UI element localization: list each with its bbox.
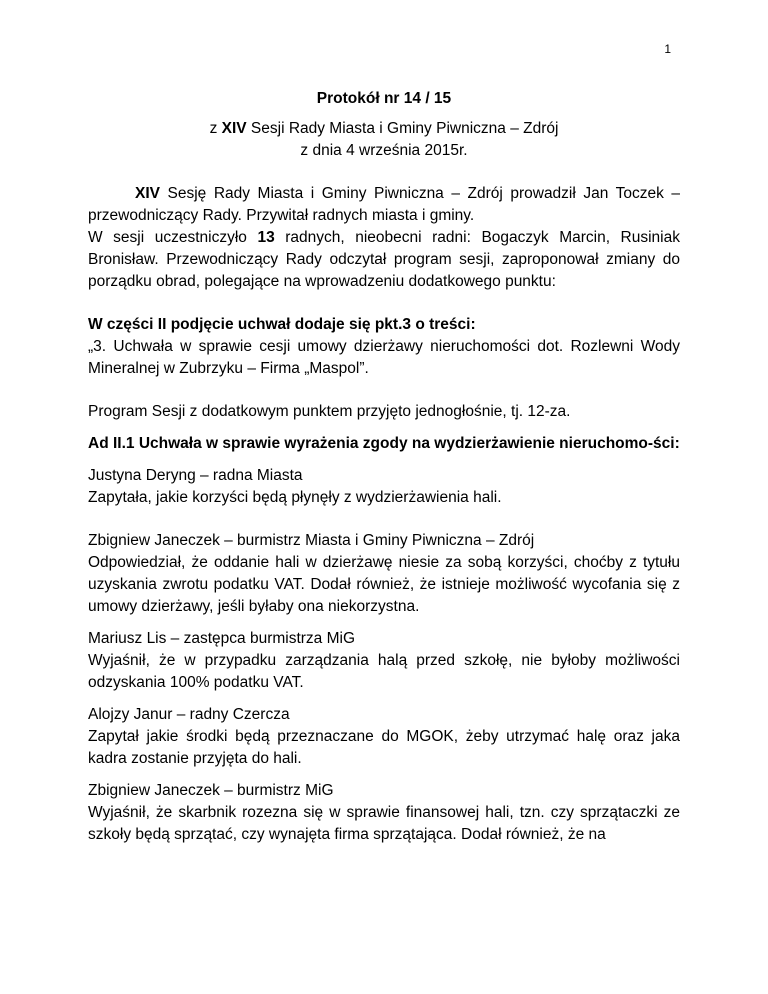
session-number: XIV: [221, 120, 247, 137]
statement-speaker: Justyna Deryng – radna Miasta: [88, 467, 303, 484]
statement-text: Zapytał jakie środki będą przeznaczane do MGOK, żeby utrzymać halę oraz jaka kadra zostanie przyjęta do hali.: [88, 728, 680, 767]
attendance-pre: W sesji uczestniczyło: [88, 229, 258, 246]
statement-block: [88, 628, 680, 694]
statement-speaker: Zbigniew Janeczek – burmistrz Miasta i Gminy Piwniczna – Zdrój: [88, 532, 535, 549]
attendance-paragraph: [88, 227, 680, 293]
agenda-item-heading: Ad II.1 Uchwała w sprawie wyrażenia zgody na wydzierżawienie nieruchomo-ści:: [88, 435, 680, 452]
statement-block: [88, 530, 680, 618]
statement-text: Zapytała, jakie korzyści będą płynęły z wydzierżawienia hali.: [88, 489, 502, 506]
session-date: z dnia 4 września 2015r.: [300, 142, 468, 159]
amendment-text: „3. Uchwała w sprawie cesji umowy dzierżawy nieruchomości dot. Rozlewni Wody Mineralnej w Zubrzyku – Firma „Maspol”.: [88, 338, 680, 377]
document-body: [88, 88, 680, 846]
statement-block: [88, 780, 680, 846]
session-subtitle: [88, 118, 680, 140]
intro-text: Sesję Rady Miasta i Gminy Piwniczna – Zdrój prowadził Jan Toczek – przewodniczący Rady. Przywitał radnych miasta i gminy.: [88, 185, 680, 224]
statement-speaker: Zbigniew Janeczek – burmistrz MiG: [88, 782, 334, 799]
statement-block: [88, 465, 680, 509]
subtitle-post: Sesji Rady Miasta i Gminy Piwniczna – Zdrój: [246, 120, 559, 137]
statement-text: Odpowiedział, że oddanie hali w dzierżawę niesie za sobą korzyści, choćby z tytułu uzyskania zwrotu podatku VAT. Dodał również, że istnieje możliwość wycofania się z umowy dzierżawy, jeśli byłaby ona niekorzystna.: [88, 554, 680, 615]
page-number: 1: [664, 42, 671, 56]
statement-text: Wyjaśnił, że w przypadku zarządzania halą przed szkołę, nie byłoby możliwości odzyskania 100% podatku VAT.: [88, 652, 680, 691]
document-title: Protokół nr 14 / 15: [316, 90, 452, 107]
statement-speaker: Alojzy Janur – radny Czercza: [88, 706, 290, 723]
intro-paragraph: [88, 183, 680, 227]
statement-text: Wyjaśnił, że skarbnik rozezna się w sprawie finansowej hali, tzn. czy sprzątaczki ze szkoły będą sprzątać, czy wynajęta firma sprzątająca. Dodał również, że na: [88, 804, 680, 843]
statement-block: [88, 704, 680, 770]
attendance-count: 13: [257, 229, 275, 246]
subtitle-pre: z: [209, 120, 222, 137]
statement-speaker: Mariusz Lis – zastępca burmistrza MiG: [88, 630, 356, 647]
intro-session-number: XIV: [135, 185, 160, 202]
program-accepted: Program Sesji z dodatkowym punktem przyjęto jednogłośnie, tj. 12-za.: [88, 403, 571, 420]
attendance-post: radnych, nieobecni radni: Bogaczyk Marcin, Rusiniak Bronisław. Przewodniczący Rady odczytał program sesji, zaproponował zmiany do porządku obrad, polegające na wprowadzeniu dodatkowego punktu:: [88, 229, 680, 290]
amendment-heading: W części II podjęcie uchwał dodaje się pkt.3 o treści:: [88, 316, 476, 333]
